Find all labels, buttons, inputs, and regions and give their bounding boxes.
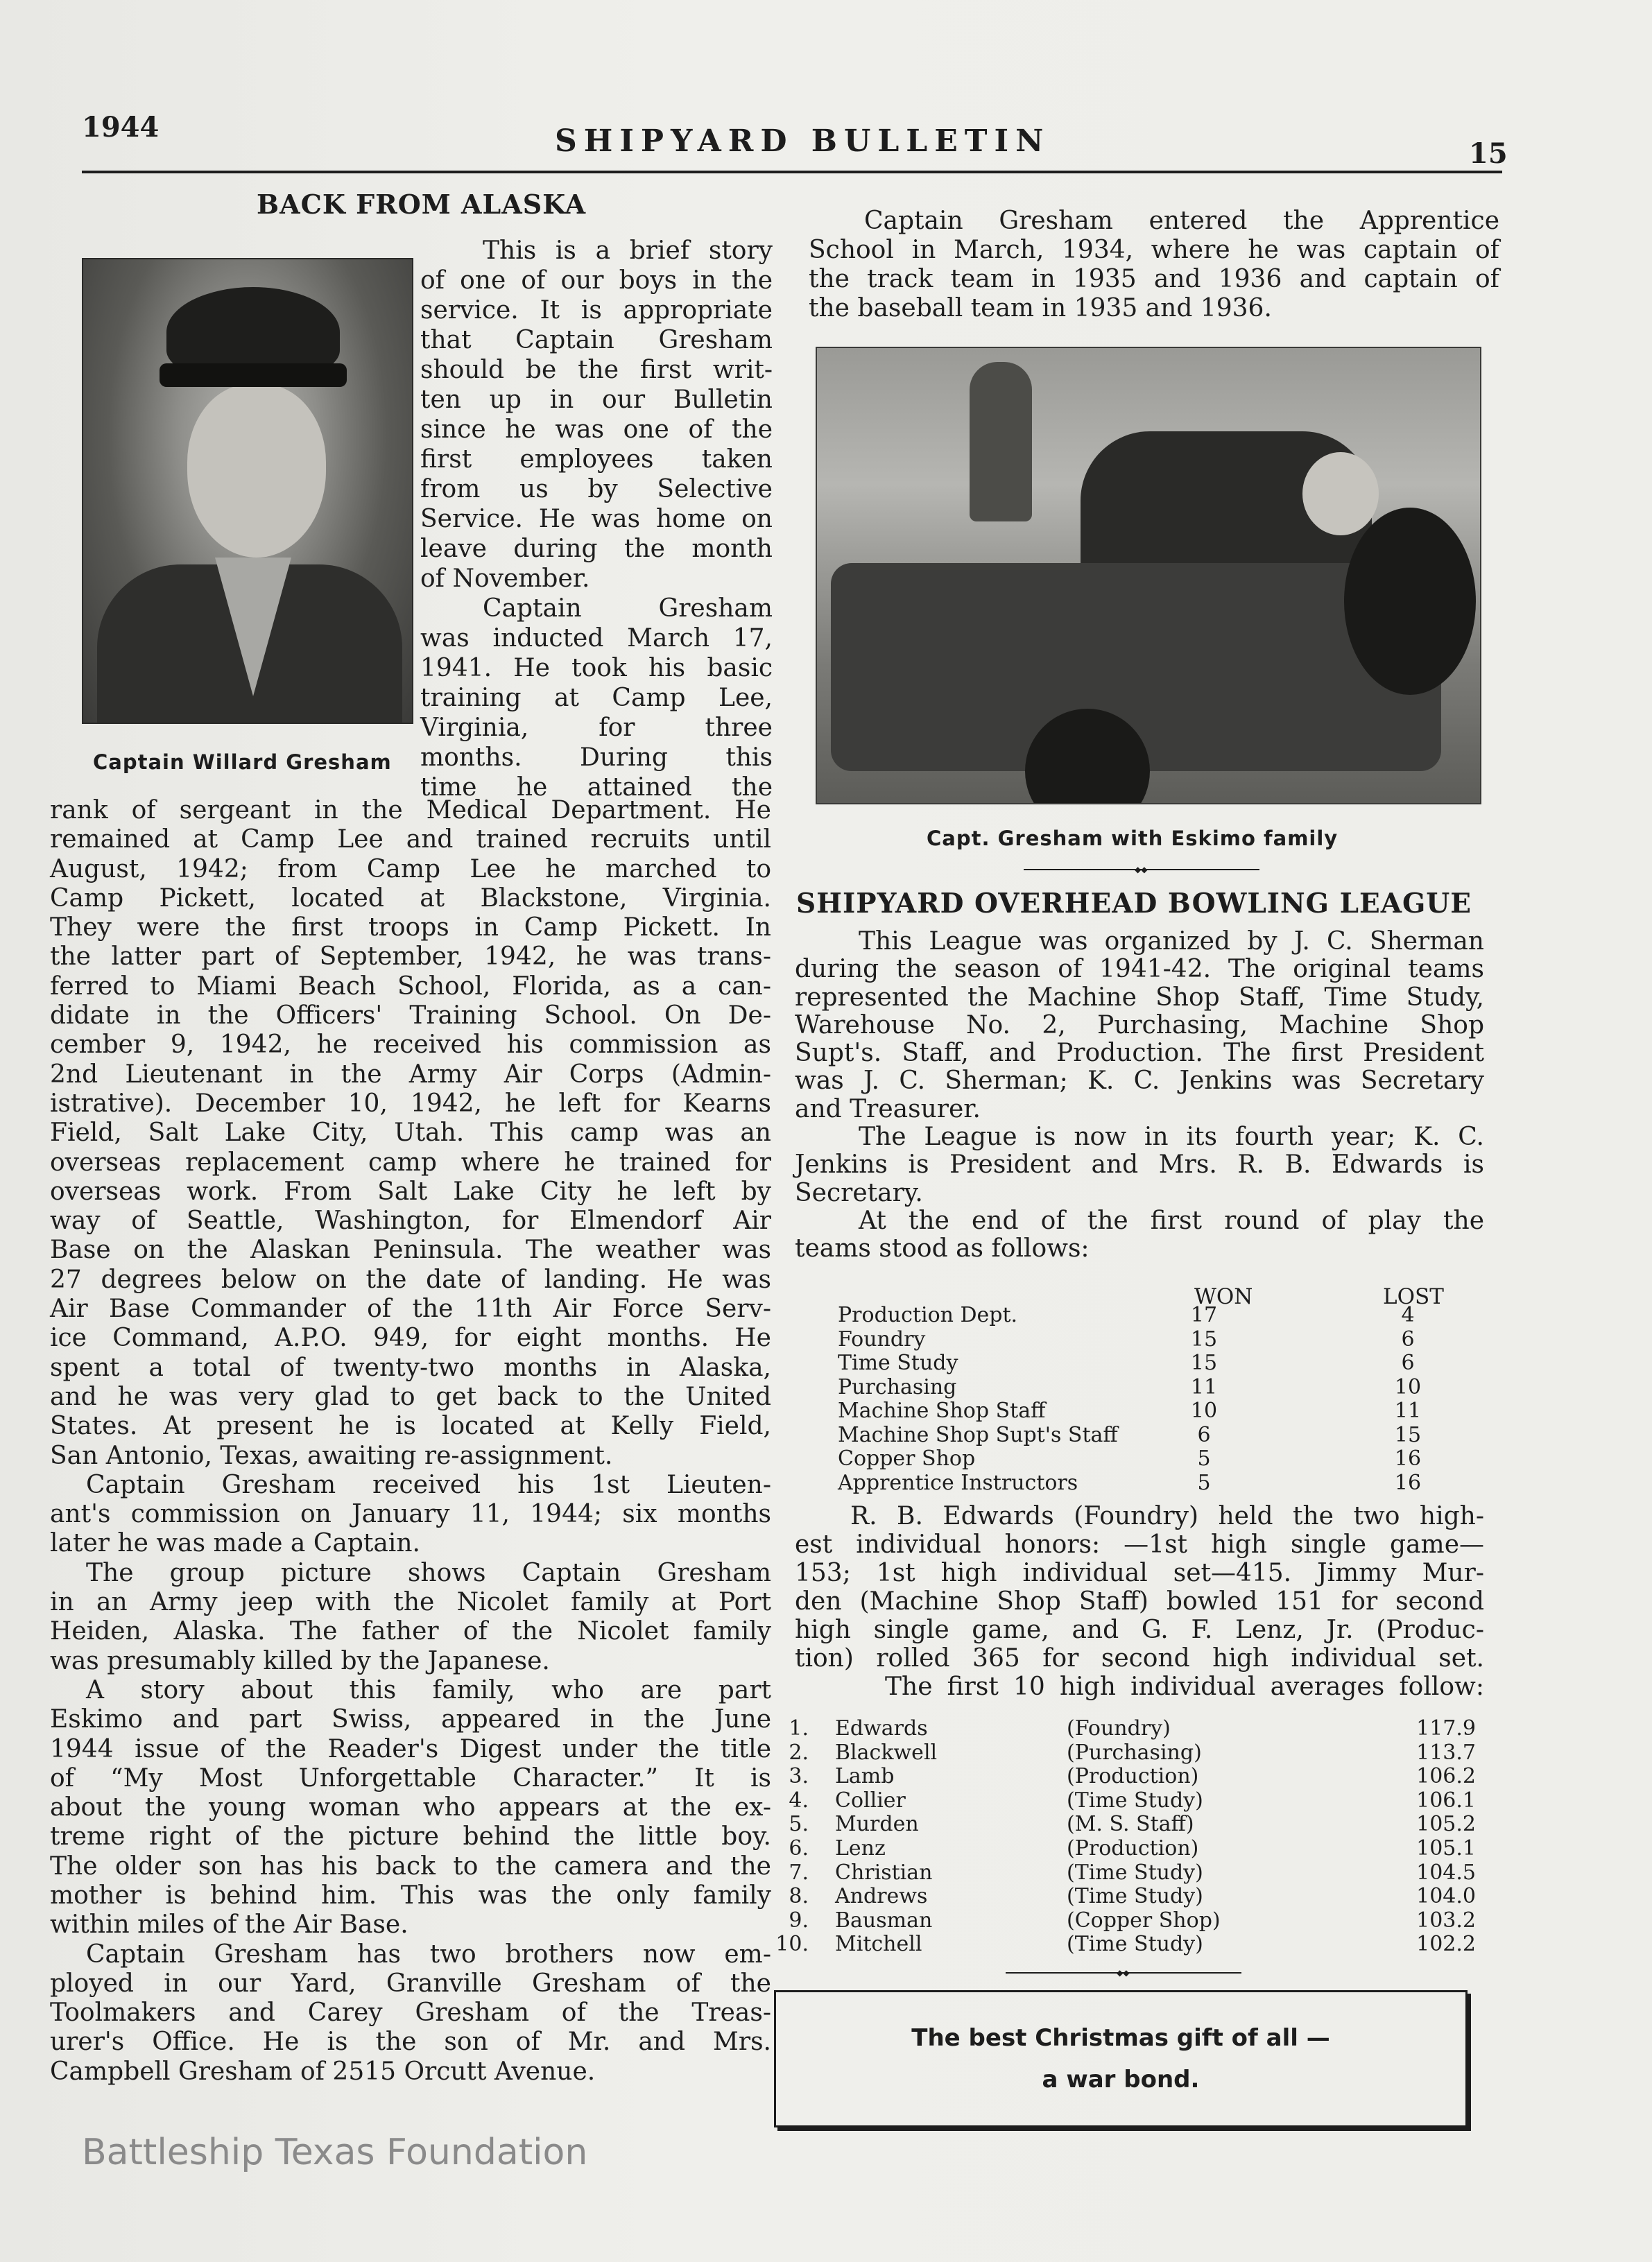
section-divider [1006,1968,1241,1978]
table-row [838,1328,1476,1352]
portrait-photo [82,258,413,724]
avg-rank: 9. [789,1908,809,1933]
text-line: Eskimo and part Swiss, appeared in the June [50,1705,771,1734]
team-name: Foundry [838,1327,926,1352]
team-won: 5 [1197,1470,1211,1495]
avg-name: Mitchell [835,1932,922,1957]
watermark: Battleship Texas Foundation [82,2132,588,2173]
text-line: since he was one of the [420,415,773,444]
portrait-caption: Captain Willard Gresham [93,750,392,774]
avg-dept: (Time Study) [1067,1932,1203,1957]
avg-rank: 7. [789,1860,809,1885]
avg-name: Blackwell [835,1740,938,1765]
avg-value: 102.2 [1416,1932,1476,1957]
team-name: Time Study [838,1351,958,1375]
text-line: training at Camp Lee, [420,684,773,712]
text-line: Air Base Commander of the 11th Air Force Serv- [50,1295,771,1324]
text-line: the latter part of September, 1942, he was trans- [50,942,771,972]
team-lost: 4 [1401,1303,1415,1327]
header-rule [82,171,1502,173]
standings-header-won: WON [1194,1284,1253,1309]
war-bond-box [774,1990,1468,2127]
text-line: mother is behind him. This was the only family [50,1881,771,1910]
article1-body-text [50,796,771,2087]
team-name: Purchasing [838,1374,957,1399]
text-line: 27 degrees below on the date of landing. He was [50,1265,771,1294]
team-name: Copper Shop [838,1447,976,1471]
avg-dept: (Copper Shop) [1067,1908,1221,1933]
team-name: Machine Shop Supt's Staff [838,1422,1118,1447]
text-line: and Treasurer. [795,1094,981,1123]
text-line: that Captain Gresham [420,326,773,354]
text-line: service. It is appropriate [420,296,773,325]
team-won: 10 [1190,1399,1218,1423]
text-line: Captain Gresham received his 1st Lieuten- [86,1470,771,1499]
table-row [838,1376,1476,1400]
table-row [775,1741,1483,1765]
text-line: San Antonio, Texas, awaiting re-assignment. [50,1441,613,1470]
text-line: the track team in 1935 and 1936 and captain of [809,265,1499,293]
avg-name: Andrews [835,1884,928,1909]
avg-dept: (Production) [1067,1836,1199,1860]
text-line: months. During this [420,743,773,772]
avg-name: Edwards [835,1716,928,1741]
photo-dog-shape [970,362,1032,521]
text-line: rank of sergeant in the Medical Department. He [50,796,771,824]
team-lost: 6 [1401,1327,1415,1352]
team-lost: 15 [1394,1422,1422,1447]
avg-value: 106.2 [1416,1764,1476,1789]
text-line: teams stood as follows: [795,1234,1090,1263]
table-row [775,1789,1483,1813]
avg-name: Murden [835,1812,919,1837]
text-line: overseas replacement camp where he trained for [50,1148,771,1177]
text-line: Virginia, for three [420,714,773,742]
table-row [775,1765,1483,1789]
text-line: Campbell Gresham of 2515 Orcutt Avenue. [50,2057,596,2086]
avg-name: Lamb [835,1764,895,1789]
text-line: istrative). December 10, 1942, he left for Kearns [50,1089,771,1118]
text-line: Service. He was home on [420,505,773,533]
table-row [838,1399,1476,1424]
text-line: treme right of the picture behind the little boy. [50,1822,771,1851]
photo-woman-face-shape [1302,452,1379,535]
table-row [838,1424,1476,1448]
text-line: 1941. He took his basic [420,654,773,682]
text-line: spent a total of twenty-two months in Alaska, [50,1353,771,1382]
text-line: should be the first writ- [420,356,773,384]
text-line: 1944 issue of the Reader's Digest under the title [50,1734,771,1763]
text-line: remained at Camp Lee and trained recruits until [50,825,771,854]
text-line: urer's Office. He is the son of Mr. and Mrs. [50,2028,771,2057]
avg-rank: 6. [789,1836,809,1860]
avg-rank: 4. [789,1788,809,1813]
avg-rank: 8. [789,1884,809,1909]
text-line: Heiden, Alaska. The father of the Nicolet family [50,1617,771,1646]
article-title-bowling-league: SHIPYARD OVERHEAD BOWLING LEAGUE [796,888,1472,920]
avg-rank: 10. [775,1932,809,1957]
team-lost: 6 [1401,1351,1415,1375]
text-line: ferred to Miami Beach School, Florida, as a can- [50,972,771,1001]
article-title-back-from-alaska: BACK FROM ALASKA [257,189,587,220]
text-line: high single game, and G. F. Lenz, Jr. (Produc- [795,1616,1484,1644]
table-row [838,1352,1476,1376]
text-line: This League was organized by J. C. Sherman [859,927,1484,956]
text-line: of “My Most Unforgettable Character.” It is [50,1763,771,1793]
team-won: 17 [1190,1303,1218,1327]
text-line: The first 10 high individual averages follow: [885,1673,1484,1701]
avg-name: Christian [835,1860,933,1885]
standings-table [838,1304,1476,1495]
divider-ornament-icon: ◆◆ [1117,1968,1130,1978]
jeep-photo-caption: Capt. Gresham with Eskimo family [927,827,1339,850]
text-line: was inducted March 17, [420,624,773,653]
text-line: Base on the Alaskan Peninsula. The weather was [50,1236,771,1265]
team-lost: 10 [1394,1374,1422,1399]
text-line: was presumably killed by the Japanese. [50,1646,550,1675]
text-line: A story about this family, who are part [86,1675,771,1704]
text-line: ice Command, A.P.O. 949, for eight months. He [50,1324,771,1353]
header-title: SHIPYARD BULLETIN [555,123,1051,159]
text-line: R. B. Edwards (Foundry) held the two high- [850,1502,1484,1530]
table-row [775,1885,1483,1909]
avg-dept: (Foundry) [1067,1716,1171,1741]
avg-rank: 1. [789,1716,809,1741]
avg-name: Collier [835,1788,906,1813]
table-row [775,1717,1483,1741]
text-line: Field, Salt Lake City, Utah. This camp was an [50,1119,771,1148]
team-name: Production Dept. [838,1303,1018,1327]
divider-ornament-icon: ◆◆ [1135,865,1148,874]
text-line: tion) rolled 365 for second high individual set. [795,1644,1484,1673]
photo-spare-wheel-shape [1344,508,1476,695]
article1-wrapped-text [420,236,773,802]
avg-value: 106.1 [1416,1788,1476,1813]
text-line: from us by Selective [420,475,773,503]
text-line: of November. [420,564,590,593]
war-bond-line-2: a war bond. [1042,2066,1200,2093]
text-line: leave during the month [420,535,773,563]
text-line: ployed in our Yard, Granville Gresham of the [50,1969,771,1998]
table-row [775,1837,1483,1861]
team-won: 6 [1197,1422,1211,1447]
text-line: The group picture shows Captain Gresham [86,1558,771,1587]
text-line: Captain Gresham [483,594,773,623]
text-line: The older son has his back to the camera and the [50,1851,771,1881]
text-line: later he was made a Captain. [50,1529,420,1558]
avg-value: 105.2 [1416,1812,1476,1837]
team-won: 11 [1190,1374,1218,1399]
article2-honors-text [795,1502,1484,1701]
team-name: Machine Shop Staff [838,1399,1046,1423]
jeep-group-photo [816,347,1481,804]
photo-visor-shape [160,363,347,387]
text-line: The League is now in its fourth year; K. C. [859,1123,1484,1152]
avg-dept: (M. S. Staff) [1067,1812,1194,1837]
team-won: 15 [1190,1327,1218,1352]
text-line: ten up in our Bulletin [420,386,773,414]
text-line: and he was very glad to get back to the United [50,1382,771,1411]
table-row [838,1447,1476,1471]
table-row [838,1304,1476,1328]
avg-dept: (Purchasing) [1067,1740,1202,1765]
text-line: didate in the Officers' Training School. On De- [50,1001,771,1030]
team-lost: 16 [1394,1447,1422,1471]
article1-continuation [809,207,1499,323]
text-line: first employees taken [420,445,773,474]
text-line: 2nd Lieutenant in the Army Air Corps (Admin- [50,1060,771,1089]
team-lost: 11 [1394,1399,1422,1423]
table-row [838,1471,1476,1496]
header-year: 1944 [82,111,160,144]
averages-table [775,1717,1483,1957]
avg-dept: (Time Study) [1067,1860,1203,1885]
text-line: Captain Gresham has two brothers now em- [86,1940,771,1969]
avg-value: 104.0 [1416,1884,1476,1909]
text-line: of one of our boys in the [420,266,773,295]
text-line: the baseball team in 1935 and 1936. [809,294,1272,322]
avg-name: Bausman [835,1908,933,1933]
table-row [775,1861,1483,1885]
text-line: August, 1942; from Camp Lee he marched to [50,854,771,883]
text-line: est individual honors: —1st high single game— [795,1530,1484,1559]
text-line: represented the Machine Shop Staff, Time Study, [795,983,1484,1012]
text-line: in an Army jeep with the Nicolet family at Port [50,1588,771,1617]
avg-name: Lenz [835,1836,886,1860]
text-line: time he attained the [420,773,773,802]
text-line: Jenkins is President and Mrs. R. B. Edwards is [795,1150,1484,1180]
text-line: ant's commission on January 11, 1944; six months [50,1500,771,1529]
text-line: This is a brief story [483,236,773,265]
text-line: At the end of the first round of play the [859,1206,1484,1235]
avg-value: 113.7 [1416,1740,1476,1765]
text-line: way of Seattle, Washington, for Elmendorf Air [50,1207,771,1236]
text-line: Secretary. [795,1178,923,1207]
team-won: 15 [1190,1351,1218,1375]
avg-rank: 3. [789,1764,809,1789]
text-line: was J. C. Sherman; K. C. Jenkins was Secretary [795,1067,1484,1096]
team-name: Apprentice Instructors [838,1470,1078,1495]
header-page-number: 15 [1469,137,1508,170]
text-line: during the season of 1941-42. The original teams [795,955,1484,984]
avg-dept: (Time Study) [1067,1788,1203,1813]
avg-value: 104.5 [1416,1860,1476,1885]
text-line: 153; 1st high individual set—415. Jimmy Mur- [795,1559,1484,1587]
text-line: den (Machine Shop Staff) bowled 151 for second [795,1587,1484,1616]
team-lost: 16 [1394,1470,1422,1495]
text-line: Warehouse No. 2, Purchasing, Machine Shop [795,1010,1484,1039]
text-line: Supt's. Staff, and Production. The first President [795,1039,1484,1068]
article2-intro-text [795,928,1484,1263]
text-line: Toolmakers and Carey Gresham of the Treas- [50,1998,771,2028]
text-line: States. At present he is located at Kelly Field, [50,1412,771,1441]
avg-value: 105.1 [1416,1836,1476,1860]
table-row [775,1909,1483,1933]
text-line: Captain Gresham entered the Apprentice [864,207,1499,235]
standings-header-lost: LOST [1383,1284,1444,1309]
text-line: Camp Pickett, located at Blackstone, Virginia. [50,883,771,913]
war-bond-line-1: The best Christmas gift of all — [911,2024,1330,2052]
text-line: School in March, 1934, where he was captain of [809,236,1499,264]
avg-value: 103.2 [1416,1908,1476,1933]
text-line: They were the first troops in Camp Pickett. In [50,913,771,942]
avg-dept: (Time Study) [1067,1884,1203,1909]
team-won: 5 [1197,1447,1211,1471]
avg-value: 117.9 [1416,1716,1476,1741]
avg-rank: 2. [789,1740,809,1765]
text-line: overseas work. From Salt Lake City he left by [50,1177,771,1206]
table-row [775,1813,1483,1837]
section-divider [1024,865,1259,874]
text-line: about the young woman who appears at the ex- [50,1793,771,1822]
photo-face-shape [187,384,326,558]
text-line: within miles of the Air Base. [50,1910,408,1940]
avg-rank: 5. [789,1812,809,1837]
table-row [775,1933,1483,1957]
avg-dept: (Production) [1067,1764,1199,1789]
text-line: cember 9, 1942, he received his commission as [50,1030,771,1060]
